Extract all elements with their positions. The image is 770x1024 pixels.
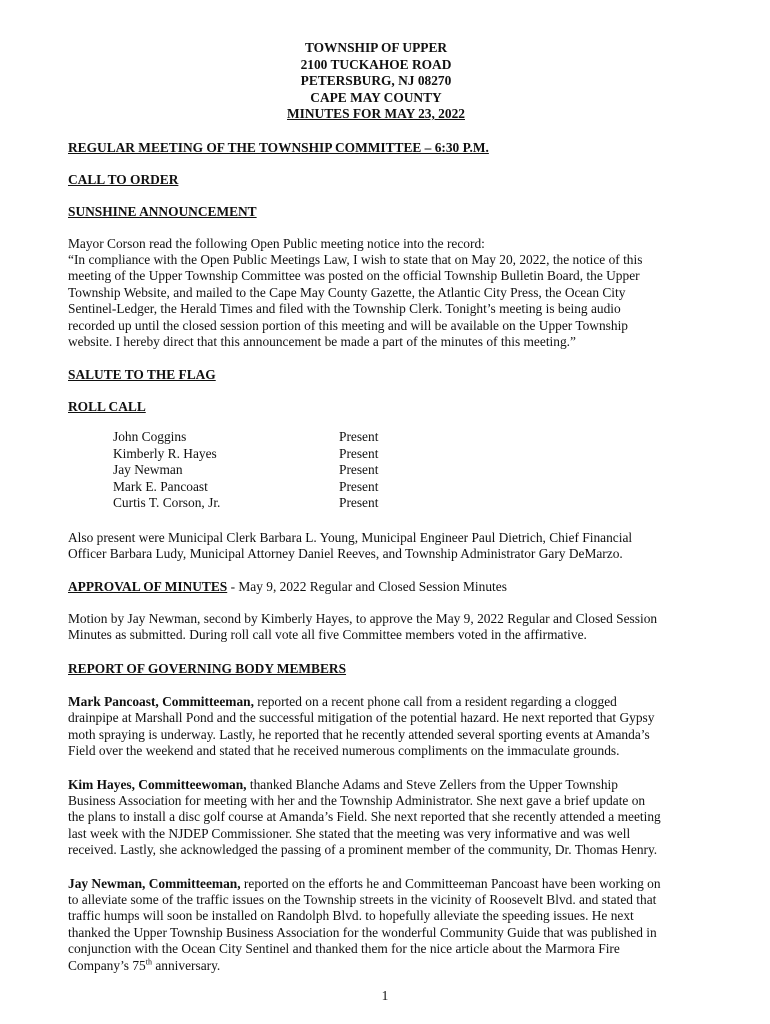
speaker-name: Jay Newman, Committeeman,	[68, 875, 241, 891]
text-line: last week with the NJDEP Commissioner. She stated that the meeting was very informative and was well	[68, 825, 631, 841]
member-status: Present	[339, 429, 379, 445]
speaker-name: Mark Pancoast, Committeeman,	[68, 693, 254, 709]
header-line: PETERSBURG, NJ 08270	[300, 73, 452, 88]
member-name: Curtis T. Corson, Jr.	[113, 495, 221, 511]
roll-call-row	[113, 495, 686, 512]
report-text: anniversary.	[151, 957, 221, 973]
text-line: moth spraying is underway. Lastly, he reported that he recently attended several sporting events at Amanda’s	[68, 726, 650, 742]
roll-call-heading: ROLL CALL	[68, 399, 146, 415]
sunshine-paragraph	[68, 236, 686, 351]
report-text: thanked Blanche Adams and Steve Zellers from the Upper Township	[246, 776, 618, 792]
motion-paragraph	[68, 611, 686, 644]
text-line: Mayor Corson read the following Open Public meeting notice into the record:	[68, 235, 485, 251]
roll-call-row	[113, 429, 686, 446]
text-line	[68, 694, 686, 710]
text-line: Minutes as submitted. During roll call vote all five Committee members voted in the affirmative.	[68, 627, 587, 643]
text-line: “In compliance with the Open Public Meetings Law, I wish to state that on May 20, 2022, the notice of this	[68, 251, 643, 267]
also-present-paragraph	[68, 530, 686, 563]
page-number: 1	[381, 988, 389, 1003]
report-text: Company’s 75	[68, 957, 146, 973]
document-header	[66, 40, 686, 123]
text-line: thanked the Upper Township Business Association for the wonderful Community Guide that was published in	[68, 924, 657, 940]
text-line: recorded up until the closed session portion of this meeting and will be available on the Upper Township	[68, 317, 628, 333]
member-name: Jay Newman	[113, 462, 183, 478]
header-line: TOWNSHIP OF UPPER	[304, 40, 448, 55]
text-line: Field over the weekend and stated that he received numerous compliments on the immaculate grounds.	[68, 743, 620, 759]
text-line: Motion by Jay Newman, second by Kimberly Hayes, to approve the May 9, 2022 Regular and Closed Session	[68, 611, 658, 627]
text-line: to alleviate some of the traffic issues on the Township streets in the vicinity of Roosevelt Blvd. and stated that	[68, 891, 657, 907]
member-status: Present	[339, 495, 379, 511]
report-text: reported on a recent phone call from a resident regarding a clogged	[253, 693, 617, 709]
approval-heading: APPROVAL OF MINUTES	[68, 578, 228, 594]
report-heading: REPORT OF GOVERNING BODY MEMBERS	[68, 660, 347, 676]
header-line: CAPE MAY COUNTY	[310, 89, 442, 105]
text-line	[68, 876, 686, 892]
member-status: Present	[339, 445, 379, 461]
report-text: reported on the efforts he and Committeeman Pancoast have been working on	[240, 875, 661, 891]
text-line	[68, 777, 686, 793]
text-line	[68, 958, 686, 974]
text-line: meeting of the Upper Township Committee was posted on the official Township Bulletin Board, the Upper	[68, 268, 640, 284]
text-line: Township Website, and mailed to the Cape May County Gazette, the Atlantic City Press, the Ocean City	[68, 284, 626, 300]
member-name: Kimberly R. Hayes	[113, 445, 217, 461]
text-line: Sentinel-Ledger, the Herald Times and filed with the Township Clerk. Tonight’s meeting is being audio	[68, 301, 621, 317]
speaker-name: Kim Hayes, Committeewoman,	[68, 776, 247, 792]
approval-line	[68, 579, 686, 595]
sunshine-heading: SUNSHINE ANNOUNCEMENT	[68, 203, 257, 219]
header-line: 2100 TUCKAHOE ROAD	[300, 56, 452, 72]
roll-call-row	[113, 446, 686, 463]
call-to-order-heading: CALL TO ORDER	[68, 171, 179, 187]
report-hayes	[68, 777, 686, 859]
text-line: drainpipe at Marshall Pond and the successful mitigation of the potential hazard. He next reported that Gypsy	[68, 710, 655, 726]
member-name: Mark E. Pancoast	[113, 478, 208, 494]
text-line: website. I hereby direct that this announcement be made a part of the minutes of this meeting.”	[68, 333, 576, 349]
document-page	[68, 40, 686, 974]
text-line: received. Lastly, she acknowledged the passing of a prominent member of the community, Dr. Thomas Henry.	[68, 842, 658, 858]
roll-call-list	[113, 429, 686, 512]
report-pancoast	[68, 694, 686, 760]
salute-heading: SALUTE TO THE FLAG	[68, 367, 216, 383]
header-title: MINUTES FOR MAY 23, 2022	[287, 106, 465, 121]
roll-call-row	[113, 479, 686, 496]
text-line: the plans to install a disc golf course at Amanda’s Field. She next reported that she recently attended a meeting	[68, 809, 661, 825]
text-line: Also present were Municipal Clerk Barbara L. Young, Municipal Engineer Paul Dietrich, Chief Financial	[68, 529, 633, 545]
member-name: John Coggins	[113, 429, 187, 445]
approval-description: - May 9, 2022 Regular and Closed Session Minutes	[227, 578, 507, 594]
report-newman	[68, 876, 686, 974]
roll-call-row	[113, 462, 686, 479]
member-status: Present	[339, 478, 379, 494]
member-status: Present	[339, 462, 379, 478]
text-line: traffic humps will soon be installed on Randolph Blvd. to hopefully alleviate the speeding issues. He next	[68, 908, 634, 924]
ordinal-suffix: th	[145, 957, 152, 967]
regular-meeting-heading: REGULAR MEETING OF THE TOWNSHIP COMMITTEE – 6:30 P.M.	[68, 139, 489, 155]
text-line: conjunction with the Ocean City Sentinel and thanked them for the nice article about the Marmora Fire	[68, 941, 620, 957]
text-line: Business Association for meeting with her and the Township Administrator. She next gave a brief update on	[68, 792, 646, 808]
text-line: Officer Barbara Ludy, Municipal Attorney Daniel Reeves, and Township Administrator Gary DeMarzo.	[68, 546, 623, 562]
